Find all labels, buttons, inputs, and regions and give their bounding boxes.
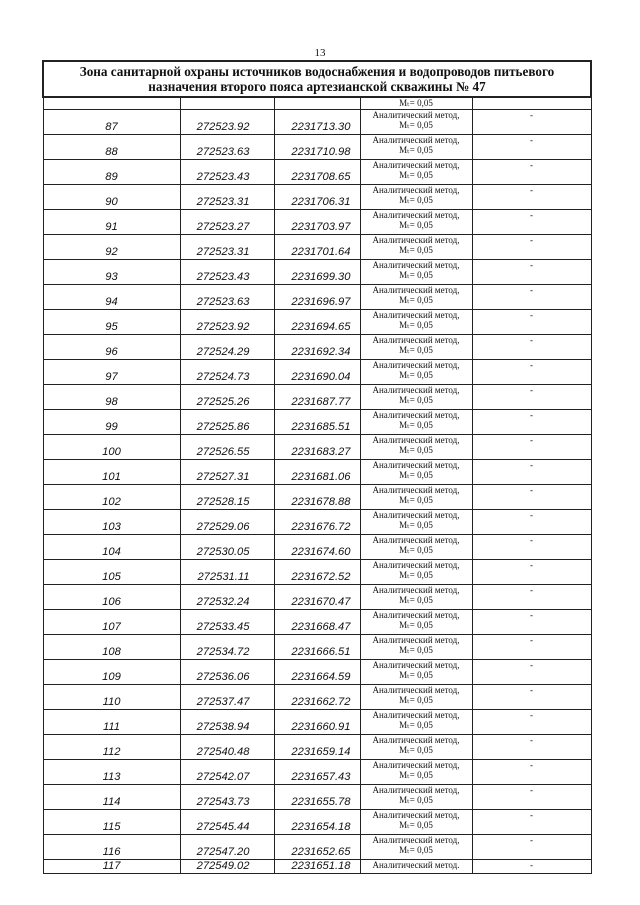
cell-number: 89	[43, 160, 180, 185]
table-row	[43, 585, 591, 610]
table-row-last	[43, 860, 591, 874]
table-row	[43, 410, 591, 435]
cell-number: 108	[43, 635, 180, 660]
cell-note: -	[472, 460, 591, 485]
cell-note: -	[472, 435, 591, 460]
cell-y	[274, 97, 360, 110]
cell-number: 93	[43, 260, 180, 285]
table-row	[43, 435, 591, 460]
cell-note: -	[472, 660, 591, 685]
method-text: Аналитический метод,	[372, 660, 460, 670]
cell-note: -	[472, 760, 591, 785]
method-text: Аналитический метод,	[372, 235, 460, 245]
method-text: Аналитический метод,	[372, 360, 460, 370]
table-row	[43, 685, 591, 710]
cell-method	[360, 685, 472, 710]
cell-note: -	[472, 410, 591, 435]
cell-number: 97	[43, 360, 180, 385]
method-text: Аналитический метод,	[372, 185, 460, 195]
method-text: Аналитический метод,	[372, 610, 460, 620]
table-row	[43, 710, 591, 735]
cell-number: 100	[43, 435, 180, 460]
cell-y: 2231692.34	[274, 335, 360, 360]
method-accuracy: Mₜ= 0,05	[399, 495, 433, 505]
cell-number: 90	[43, 185, 180, 210]
table-row	[43, 160, 591, 185]
cell-y: 2231701.64	[274, 235, 360, 260]
method-text: Аналитический метод,	[372, 460, 460, 470]
cell-method	[360, 210, 472, 235]
cell-method	[360, 435, 472, 460]
cell-x: 272536.06	[180, 660, 274, 685]
table-row	[43, 110, 591, 135]
cell-x: 272525.26	[180, 385, 274, 410]
cell-x: 272549.02	[180, 860, 274, 874]
cell-x: 272543.73	[180, 785, 274, 810]
cell-number: 105	[43, 560, 180, 585]
method-text: Аналитический метод,	[372, 635, 460, 645]
table-row	[43, 485, 591, 510]
cell-y: 2231678.88	[274, 485, 360, 510]
cell-number: 103	[43, 510, 180, 535]
cell-x: 272524.73	[180, 360, 274, 385]
cell-x: 272540.48	[180, 735, 274, 760]
cell-method	[360, 785, 472, 810]
cell-x: 272545.44	[180, 810, 274, 835]
cell-x: 272527.31	[180, 460, 274, 485]
cell-note: -	[472, 235, 591, 260]
method-text: Аналитический метод,	[372, 810, 460, 820]
cell-x: 272523.43	[180, 260, 274, 285]
method-text: Аналитический метод,	[372, 535, 460, 545]
cell-method	[360, 610, 472, 635]
cell-number: 88	[43, 135, 180, 160]
cell-y: 2231685.51	[274, 410, 360, 435]
method-accuracy: Mₜ= 0,05	[399, 720, 433, 730]
cell-y: 2231694.65	[274, 310, 360, 335]
cell-method	[360, 335, 472, 360]
cell-number: 95	[43, 310, 180, 335]
table-row	[43, 760, 591, 785]
table-row	[43, 610, 591, 635]
cell-x: 272530.05	[180, 535, 274, 560]
method-accuracy: Mₜ= 0,05	[399, 645, 433, 655]
cell-x: 272523.63	[180, 135, 274, 160]
cell-x: 272547.20	[180, 835, 274, 860]
method-accuracy: Mₜ= 0,05	[399, 845, 433, 855]
cell-method	[360, 660, 472, 685]
cell-number: 114	[43, 785, 180, 810]
table-row	[43, 735, 591, 760]
cell-x: 272523.92	[180, 110, 274, 135]
cell-method	[360, 235, 472, 260]
cell-note: -	[472, 110, 591, 135]
method-text: Аналитический метод,	[372, 735, 460, 745]
cell-note: -	[472, 610, 591, 635]
table-row	[43, 285, 591, 310]
cell-number: 98	[43, 385, 180, 410]
cell-note: -	[472, 335, 591, 360]
cell-note: -	[472, 860, 591, 874]
cell-y: 2231655.78	[274, 785, 360, 810]
cell-note: -	[472, 635, 591, 660]
table-row	[43, 635, 591, 660]
method-accuracy: Mₜ= 0,05	[399, 745, 433, 755]
cell-method	[360, 585, 472, 610]
method-accuracy: Mₜ= 0,05	[399, 170, 433, 180]
cell-note: -	[472, 385, 591, 410]
cell-note: -	[472, 135, 591, 160]
method-text: Аналитический метод,	[372, 785, 460, 795]
cell-x: 272523.63	[180, 285, 274, 310]
method-text: Аналитический метод,	[372, 160, 460, 170]
cell-method	[360, 635, 472, 660]
table-row	[43, 560, 591, 585]
cell-y: 2231668.47	[274, 610, 360, 635]
cell-note: -	[472, 785, 591, 810]
cell-method	[360, 835, 472, 860]
method-accuracy: Mₜ= 0,05	[399, 145, 433, 155]
method-text: Аналитический метод,	[372, 835, 460, 845]
table-row	[43, 460, 591, 485]
method-accuracy: Mₜ= 0,05	[399, 98, 433, 108]
table-row	[43, 785, 591, 810]
cell-x: 272523.92	[180, 310, 274, 335]
cell-method	[360, 410, 472, 435]
method-text: Аналитический метод,	[372, 510, 460, 520]
method-accuracy: Mₜ= 0,05	[399, 595, 433, 605]
cell-x: 272528.15	[180, 485, 274, 510]
method-accuracy: Mₜ= 0,05	[399, 120, 433, 130]
cell-note: -	[472, 210, 591, 235]
method-accuracy: Mₜ= 0,05	[399, 470, 433, 480]
title-row	[43, 61, 591, 97]
cell-x: 272537.47	[180, 685, 274, 710]
cell-x: 272523.31	[180, 185, 274, 210]
method-accuracy: Mₜ= 0,05	[399, 695, 433, 705]
cell-note: -	[472, 310, 591, 335]
method-accuracy: Mₜ= 0,05	[399, 570, 433, 580]
cell-x: 272542.07	[180, 760, 274, 785]
cell-y: 2231654.18	[274, 810, 360, 835]
cell-x: 272525.86	[180, 410, 274, 435]
cell-note: -	[472, 485, 591, 510]
cell-number: 106	[43, 585, 180, 610]
cell-y: 2231662.72	[274, 685, 360, 710]
table-title: Зона санитарной охраны источников водоснабжения и водопроводов питьевого назначения второго пояса артезианской скважины № 47	[43, 61, 591, 97]
cell-number: 110	[43, 685, 180, 710]
method-text: Аналитический метод,	[372, 710, 460, 720]
method-text: Аналитический метод,	[372, 760, 460, 770]
cell-note	[472, 97, 591, 110]
method-accuracy: Mₜ= 0,05	[399, 370, 433, 380]
cell-y: 2231664.59	[274, 660, 360, 685]
table-row	[43, 835, 591, 860]
cell-method	[360, 160, 472, 185]
method-text: Аналитический метод.	[372, 860, 460, 870]
cell-number: 104	[43, 535, 180, 560]
method-text: Аналитический метод,	[372, 385, 460, 395]
cell-y: 2231672.52	[274, 560, 360, 585]
table-row	[43, 210, 591, 235]
cell-note: -	[472, 360, 591, 385]
cell-y: 2231666.51	[274, 635, 360, 660]
cell-method	[360, 285, 472, 310]
cell-y: 2231696.97	[274, 285, 360, 310]
method-text: Аналитический метод,	[372, 210, 460, 220]
cell-number	[43, 97, 180, 110]
cell-y: 2231690.04	[274, 360, 360, 385]
method-accuracy: Mₜ= 0,05	[399, 195, 433, 205]
cell-method	[360, 735, 472, 760]
cell-note: -	[472, 185, 591, 210]
cell-method	[360, 710, 472, 735]
method-text: Аналитический метод,	[372, 585, 460, 595]
method-accuracy: Mₜ= 0,05	[399, 220, 433, 230]
cell-number: 115	[43, 810, 180, 835]
cell-method	[360, 560, 472, 585]
method-text: Аналитический метод,	[372, 410, 460, 420]
table-row	[43, 360, 591, 385]
method-accuracy: Mₜ= 0,05	[399, 770, 433, 780]
cell-number: 87	[43, 110, 180, 135]
cell-y: 2231683.27	[274, 435, 360, 460]
method-text: Аналитический метод,	[372, 260, 460, 270]
cell-method	[360, 360, 472, 385]
table-row	[43, 810, 591, 835]
table-row	[43, 185, 591, 210]
table-row	[43, 335, 591, 360]
cell-x: 272523.27	[180, 210, 274, 235]
cell-y: 2231703.97	[274, 210, 360, 235]
cell-y: 2231659.14	[274, 735, 360, 760]
cell-x: 272531.11	[180, 560, 274, 585]
table-row	[43, 510, 591, 535]
cell-method	[360, 385, 472, 410]
cell-number: 112	[43, 735, 180, 760]
cell-x	[180, 97, 274, 110]
cell-method	[360, 310, 472, 335]
cell-y: 2231676.72	[274, 510, 360, 535]
cell-method	[360, 460, 472, 485]
cell-method	[360, 760, 472, 785]
cell-number: 113	[43, 760, 180, 785]
method-accuracy: Mₜ= 0,05	[399, 345, 433, 355]
method-accuracy: Mₜ= 0,05	[399, 320, 433, 330]
cell-number: 94	[43, 285, 180, 310]
cell-note: -	[472, 510, 591, 535]
method-accuracy: Mₜ= 0,05	[399, 245, 433, 255]
cell-method	[360, 510, 472, 535]
cell-method	[360, 485, 472, 510]
method-accuracy: Mₜ= 0,05	[399, 395, 433, 405]
method-text: Аналитический метод,	[372, 435, 460, 445]
table-row	[43, 235, 591, 260]
cell-y: 2231710.98	[274, 135, 360, 160]
cell-y: 2231687.77	[274, 385, 360, 410]
cell-y: 2231681.06	[274, 460, 360, 485]
table-row	[43, 135, 591, 160]
cell-method	[360, 535, 472, 560]
cell-x: 272524.29	[180, 335, 274, 360]
method-accuracy: Mₜ= 0,05	[399, 670, 433, 680]
cell-y: 2231713.30	[274, 110, 360, 135]
cell-number: 92	[43, 235, 180, 260]
method-text: Аналитический метод,	[372, 110, 460, 120]
cell-method	[360, 260, 472, 285]
cell-y: 2231708.65	[274, 160, 360, 185]
cell-note: -	[472, 160, 591, 185]
cell-number: 102	[43, 485, 180, 510]
cell-y: 2231670.47	[274, 585, 360, 610]
method-text: Аналитический метод,	[372, 335, 460, 345]
cell-note: -	[472, 735, 591, 760]
method-text: Аналитический метод,	[372, 135, 460, 145]
table-row	[43, 385, 591, 410]
cell-number: 116	[43, 835, 180, 860]
method-accuracy: Mₜ= 0,05	[399, 295, 433, 305]
cell-method	[360, 860, 472, 874]
table-row	[43, 535, 591, 560]
cell-method	[360, 185, 472, 210]
cell-x: 272526.55	[180, 435, 274, 460]
cell-y: 2231651.18	[274, 860, 360, 874]
cell-note: -	[472, 810, 591, 835]
cell-y: 2231657.43	[274, 760, 360, 785]
cell-method	[360, 97, 472, 110]
cell-note: -	[472, 685, 591, 710]
cell-number: 99	[43, 410, 180, 435]
method-text: Аналитический метод,	[372, 285, 460, 295]
method-text: Аналитический метод,	[372, 485, 460, 495]
cell-y: 2231674.60	[274, 535, 360, 560]
table-row	[43, 310, 591, 335]
method-accuracy: Mₜ= 0,05	[399, 545, 433, 555]
cell-note: -	[472, 285, 591, 310]
cell-x: 272523.31	[180, 235, 274, 260]
cell-note: -	[472, 710, 591, 735]
coordinates-table	[42, 60, 592, 874]
cell-x: 272523.43	[180, 160, 274, 185]
method-text: Аналитический метод,	[372, 560, 460, 570]
cell-method	[360, 135, 472, 160]
method-accuracy: Mₜ= 0,05	[399, 420, 433, 430]
page-number: 13	[314, 47, 326, 59]
cell-y: 2231706.31	[274, 185, 360, 210]
method-text: Аналитический метод,	[372, 310, 460, 320]
table-row-continued	[43, 97, 591, 110]
method-accuracy: Mₜ= 0,05	[399, 820, 433, 830]
method-accuracy: Mₜ= 0,05	[399, 445, 433, 455]
cell-number: 107	[43, 610, 180, 635]
cell-y: 2231660.91	[274, 710, 360, 735]
method-accuracy: Mₜ= 0,05	[399, 620, 433, 630]
table-row	[43, 260, 591, 285]
method-text: Аналитический метод,	[372, 685, 460, 695]
cell-method	[360, 110, 472, 135]
cell-y: 2231652.65	[274, 835, 360, 860]
table-row	[43, 660, 591, 685]
method-accuracy: Mₜ= 0,05	[399, 795, 433, 805]
cell-x: 272533.45	[180, 610, 274, 635]
method-accuracy: Mₜ= 0,05	[399, 270, 433, 280]
cell-x: 272529.06	[180, 510, 274, 535]
cell-note: -	[472, 535, 591, 560]
cell-y: 2231699.30	[274, 260, 360, 285]
cell-x: 272532.24	[180, 585, 274, 610]
cell-number: 101	[43, 460, 180, 485]
cell-number: 111	[43, 710, 180, 735]
cell-number: 117	[43, 860, 180, 874]
cell-note: -	[472, 260, 591, 285]
cell-number: 91	[43, 210, 180, 235]
cell-number: 109	[43, 660, 180, 685]
method-accuracy: Mₜ= 0,05	[399, 520, 433, 530]
cell-note: -	[472, 835, 591, 860]
cell-method	[360, 810, 472, 835]
cell-note: -	[472, 585, 591, 610]
cell-x: 272538.94	[180, 710, 274, 735]
cell-x: 272534.72	[180, 635, 274, 660]
cell-number: 96	[43, 335, 180, 360]
cell-note: -	[472, 560, 591, 585]
